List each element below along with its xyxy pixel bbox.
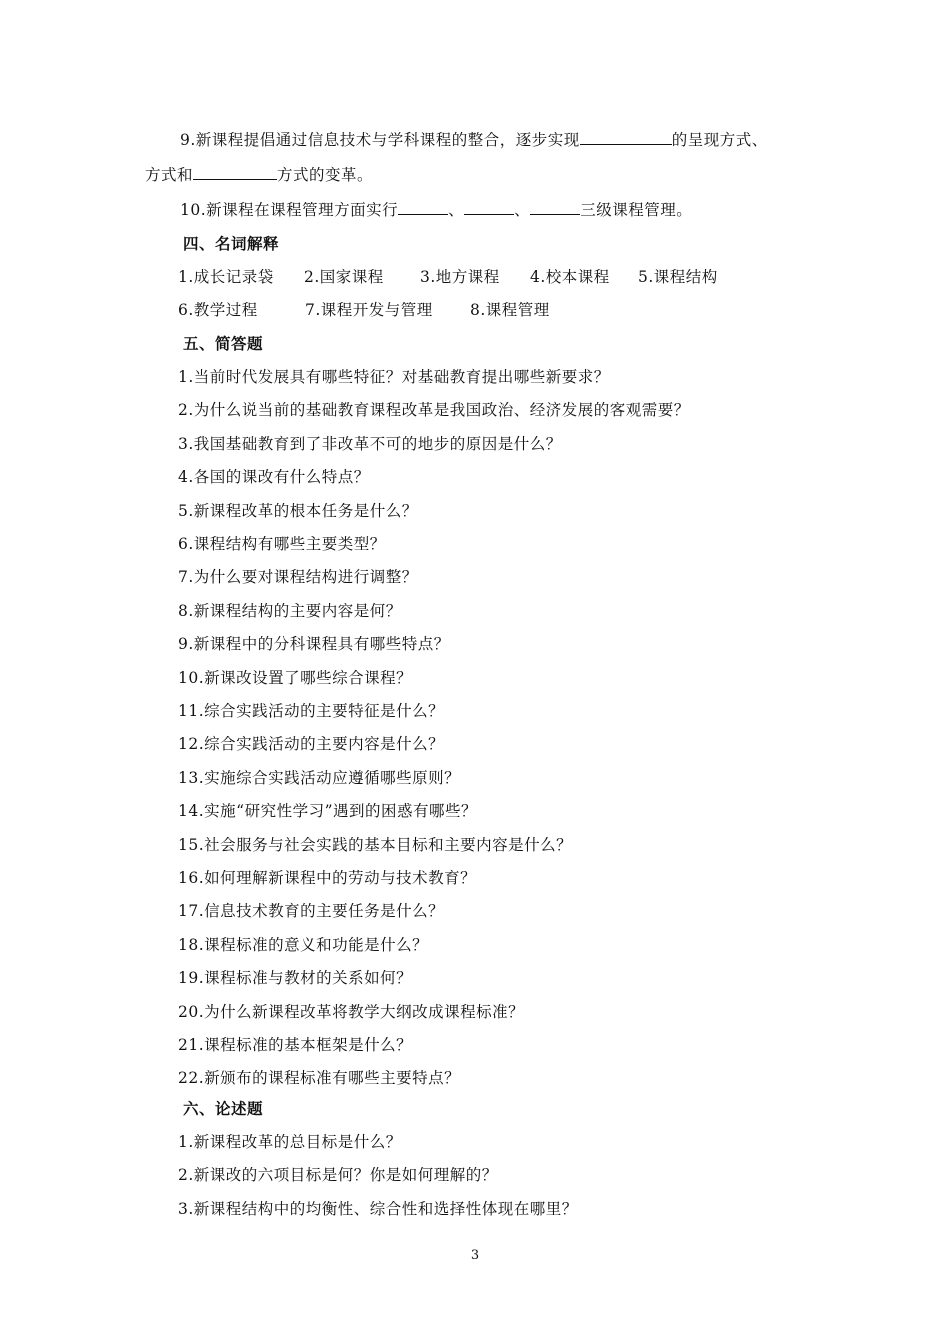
separator: 、	[514, 201, 531, 219]
question-item: 15.社会服务与社会实践的基本目标和主要内容是什么？	[178, 835, 573, 854]
term-item: 2.国家课程	[304, 268, 384, 286]
question-item: 16.如何理解新课程中的劳动与技术教育？	[178, 869, 477, 887]
question-item: 13.实施综合实践活动应遵循哪些原则？	[178, 768, 461, 787]
question-item: 22.新颁布的课程标准有哪些主要特点？	[178, 1069, 461, 1088]
question-text: 方式和	[145, 166, 194, 184]
question-text: 9.新课程提倡通过信息技术与学科课程的整合，逐步实现	[180, 131, 580, 149]
question-item: 8.新课程结构的主要内容是何？	[178, 601, 402, 620]
question-text: 方式的变革。	[277, 166, 374, 184]
section-heading-terms: 四、名词解释	[183, 235, 280, 253]
question-text: 10.新课程在课程管理方面实行	[180, 201, 399, 219]
question-item: 21.课程标准的基本框架是什么？	[178, 1036, 413, 1054]
question-item: 18.课程标准的意义和功能是什么？	[178, 935, 429, 954]
answer-blank[interactable]	[193, 165, 277, 180]
separator: 、	[448, 201, 465, 219]
term-item: 3.地方课程	[420, 268, 500, 286]
question-item: 20.为什么新课程改革将教学大纲改成课程标准？	[178, 1002, 525, 1021]
question-item: 6.课程结构有哪些主要类型？	[178, 535, 386, 553]
question-item: 4.各国的课改有什么特点？	[178, 468, 370, 487]
answer-blank[interactable]	[464, 200, 514, 215]
question-item: 9.新课程中的分科课程具有哪些特点？	[178, 635, 450, 654]
question-item: 1.当前时代发展具有哪些特征？对基础教育提出哪些新要求？	[178, 368, 610, 386]
term-item: 4.校本课程	[530, 268, 610, 286]
question-item: 5.新课程改革的根本任务是什么？	[178, 501, 418, 520]
term-item: 1.成长记录袋	[178, 268, 274, 286]
question-text: 三级课程管理。	[580, 201, 693, 219]
question-text: 的呈现方式、	[671, 131, 768, 149]
question-item: 10.新课改设置了哪些综合课程？	[178, 668, 413, 687]
term-item: 6.教学过程	[178, 301, 258, 319]
section-heading-essay: 六、论述题	[183, 1100, 264, 1118]
term-item: 5.课程结构	[638, 268, 718, 286]
question-item: 2.为什么说当前的基础教育课程改革是我国政治、经济发展的客观需要？	[178, 401, 690, 420]
question-item: 17.信息技术教育的主要任务是什么？	[178, 902, 445, 921]
question-9-line-2	[145, 163, 373, 185]
question-item: 19.课程标准与教材的关系如何？	[178, 969, 413, 988]
term-item: 7.课程开发与管理	[305, 301, 433, 319]
answer-blank[interactable]	[398, 200, 448, 215]
term-item: 8.课程管理	[470, 301, 550, 319]
answer-blank[interactable]	[530, 200, 580, 215]
answer-blank[interactable]	[580, 130, 672, 145]
question-item: 14.实施“研究性学习”遇到的困惑有哪些？	[178, 802, 477, 821]
question-item: 12.综合实践活动的主要内容是什么？	[178, 735, 445, 754]
question-item: 2.新课改的六项目标是何？你是如何理解的？	[178, 1166, 498, 1185]
question-item: 3.新课程结构中的均衡性、综合性和选择性体现在哪里？	[178, 1199, 578, 1218]
question-9-line-1	[180, 128, 768, 150]
question-item: 1.新课程改革的总目标是什么？	[178, 1133, 402, 1151]
page-number: 3	[470, 1248, 480, 1263]
question-item: 11.综合实践活动的主要特征是什么？	[178, 702, 445, 720]
section-heading-short-answer: 五、简答题	[183, 335, 264, 353]
question-10	[180, 198, 692, 220]
question-item: 7.为什么要对课程结构进行调整？	[178, 568, 418, 587]
question-item: 3.我国基础教育到了非改革不可的地步的原因是什么？	[178, 434, 562, 453]
